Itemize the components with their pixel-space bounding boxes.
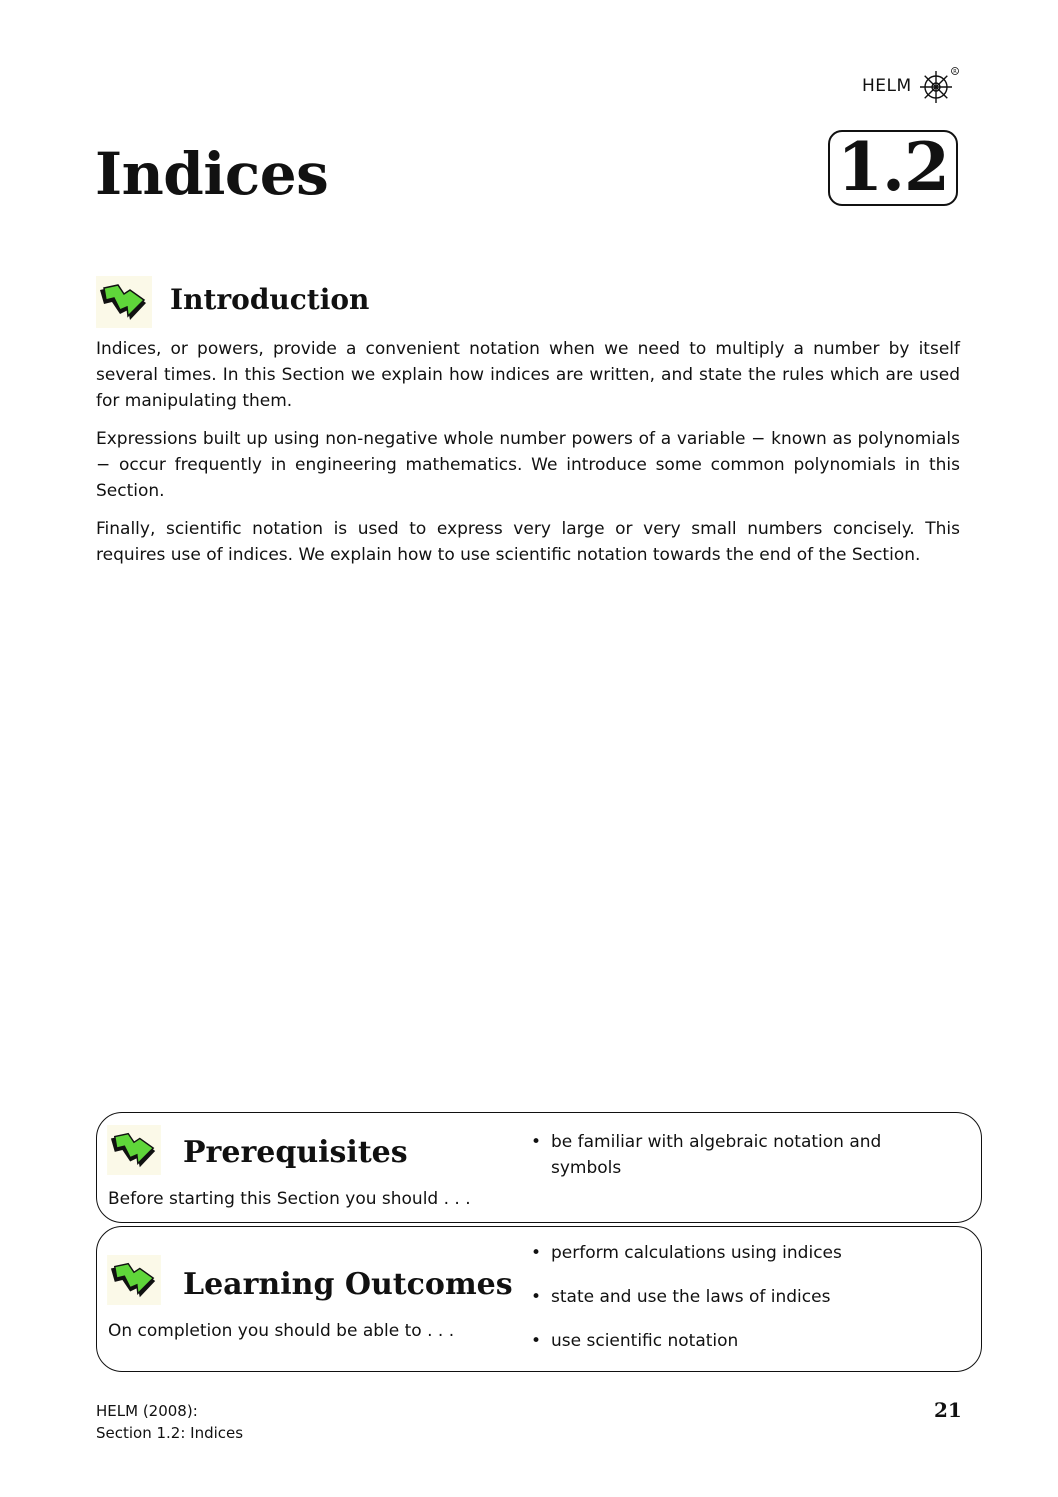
arrow-icon — [107, 1125, 161, 1175]
helm-logo-text: HELM — [862, 76, 912, 96]
footer-source-text: HELM (2008): — [96, 1402, 198, 1420]
prerequisites-title: Prerequisites — [183, 1135, 408, 1170]
introduction-heading: Introduction — [170, 283, 370, 316]
page-number: 21 — [934, 1398, 962, 1422]
page-title: Indices — [95, 140, 329, 208]
section-number-box — [828, 130, 958, 206]
prerequisites-panel — [96, 1112, 982, 1223]
prerequisites-list — [529, 1129, 949, 1181]
ship-wheel-icon — [916, 66, 962, 106]
arrow-icon — [96, 276, 152, 328]
helm-logo — [862, 66, 962, 106]
footer-source — [96, 1400, 243, 1444]
introduction-body — [96, 336, 960, 580]
arrow-icon — [107, 1255, 161, 1305]
prerequisites-caption: Before starting this Section you should . . . — [108, 1189, 471, 1209]
intro-paragraph: Expressions built up using non-negative whole number powers of a variable − known as polynomials − occur frequently in engineering mathematics. We introduce some common polynomials in this Section. — [96, 429, 960, 501]
intro-paragraph: Finally, scientific notation is used to express very large or very small numbers concisely. This requires use of indices. We explain how to use scientific notation towards the end of the Section. — [96, 519, 960, 565]
footer-section-text: Section 1.2: Indices — [96, 1424, 244, 1442]
list-item: • be familiar with algebraic notation and symbols — [529, 1129, 949, 1181]
learning-outcomes-caption: On completion you should be able to . . . — [108, 1321, 455, 1341]
learning-outcomes-title: Learning Outcomes — [183, 1267, 513, 1302]
list-item: • use scientific notation — [529, 1319, 949, 1363]
svg-text:R: R — [953, 69, 957, 75]
list-item: • perform calculations using indices — [529, 1231, 949, 1275]
learning-outcomes-list — [529, 1231, 949, 1363]
intro-paragraph: Indices, or powers, provide a convenient notation when we need to multiply a number by itself several times. In this Section we explain how indices are written, and state the rules which are used for manipulating them. — [96, 339, 960, 411]
learning-outcomes-panel — [96, 1226, 982, 1372]
list-item: • state and use the laws of indices — [529, 1275, 949, 1319]
section-number: 1.2 — [837, 128, 949, 206]
